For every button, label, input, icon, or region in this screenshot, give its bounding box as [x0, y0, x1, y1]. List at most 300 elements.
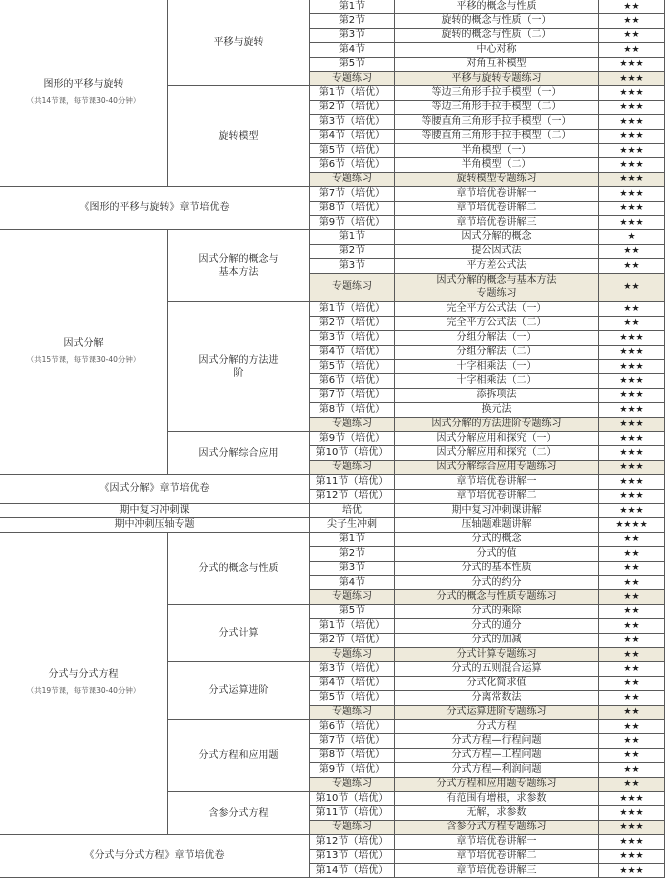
difficulty-stars	[599, 302, 665, 316]
lesson-section-text: 第3节	[338, 259, 366, 271]
lesson-topic	[395, 144, 599, 158]
difficulty-stars	[599, 547, 665, 561]
lesson-topic-text: 章节培优卷讲解二	[456, 850, 537, 862]
lesson-topic	[395, 864, 599, 878]
lesson-section	[310, 778, 395, 792]
difficulty-stars	[599, 662, 665, 676]
lesson-topic	[395, 461, 599, 475]
lesson-topic-text: 分式的五则混合运算	[451, 663, 542, 675]
lesson-section-text: 第2节（培优）	[318, 317, 386, 329]
lesson-topic-text: 分式方程—工程问题	[451, 749, 542, 761]
lesson-topic	[395, 576, 599, 590]
difficulty-stars	[599, 792, 665, 806]
lesson-section-text: 专题练习	[332, 281, 372, 293]
unit-title-text: 图形的平移与旋转	[43, 79, 124, 91]
lesson-topic-text: 分组分解法（一）	[456, 331, 537, 343]
lesson-section	[310, 58, 395, 72]
lesson-topic	[395, 173, 599, 187]
lesson-topic-text: 分式的值	[476, 547, 517, 559]
lesson-section	[310, 763, 395, 777]
lesson-topic	[395, 317, 599, 331]
difficulty-stars	[599, 360, 665, 374]
lesson-topic-text: 旋转的概念与性质（二）	[441, 29, 552, 41]
lesson-section-text: 第4节（培优）	[318, 130, 386, 142]
lesson-section-text: 第4节（培优）	[318, 346, 386, 358]
lesson-topic	[395, 475, 599, 489]
lesson-topic-text: 有范围有增根，求参数	[446, 792, 547, 804]
lesson-topic	[395, 691, 599, 705]
lesson-topic-text: 分式计算专题练习	[456, 648, 537, 660]
lesson-section	[310, 576, 395, 590]
lesson-topic-text: 因式分解的概念	[461, 231, 532, 243]
lesson-topic	[395, 43, 599, 57]
lesson-topic-text: 完全平方公式法（二）	[446, 317, 547, 329]
lesson-section	[310, 446, 395, 460]
difficulty-stars	[599, 461, 665, 475]
lesson-topic-text: 分式的加减	[471, 634, 522, 646]
lesson-section-text: 第12节（培优）	[315, 835, 389, 847]
lesson-section-text: 第8节（培优）	[318, 749, 386, 761]
difficulty-stars-text: ★★	[623, 736, 640, 747]
module-name	[168, 302, 310, 432]
difficulty-stars-text: ★★★	[619, 808, 644, 819]
lesson-topic-text: 添拆项法	[476, 389, 517, 401]
difficulty-stars	[599, 835, 665, 849]
difficulty-stars	[599, 317, 665, 331]
lesson-section-text: 第2节（培优）	[318, 101, 386, 113]
difficulty-stars	[599, 43, 665, 57]
lesson-topic-text: 十字相乘法（一）	[456, 360, 537, 372]
lesson-section-text: 第11节（培优）	[315, 475, 389, 487]
module-name-text: 平移与旋转	[213, 37, 264, 49]
lesson-topic-text: 因式分解的概念与基本方法专题练习	[436, 275, 557, 300]
module-name	[168, 0, 310, 86]
lesson-section	[310, 720, 395, 734]
lesson-topic-text: 期中复习冲刺课讲解	[451, 504, 542, 516]
difficulty-stars-text: ★★	[623, 750, 640, 761]
lesson-section	[310, 403, 395, 417]
lesson-section-text: 第3节	[338, 562, 366, 574]
lesson-section-text: 第1节	[338, 0, 366, 12]
lesson-section	[310, 562, 395, 576]
lesson-topic-text: 平方差公式法	[466, 259, 527, 271]
lesson-section	[310, 144, 395, 158]
difficulty-stars	[599, 806, 665, 820]
lesson-section	[310, 835, 395, 849]
lesson-topic-text: 章节培优卷讲解三	[456, 216, 537, 228]
difficulty-stars	[599, 821, 665, 835]
lesson-topic	[395, 331, 599, 345]
lesson-topic	[395, 245, 599, 259]
difficulty-stars	[599, 518, 665, 532]
lesson-section	[310, 101, 395, 115]
module-name-text: 分式方程和应用题	[198, 750, 279, 761]
difficulty-stars-text: ★★	[623, 16, 640, 27]
lesson-topic-text: 含参分式方程专题练习	[446, 821, 547, 833]
lesson-section-text: 第6节（培优）	[318, 720, 386, 732]
difficulty-stars	[599, 187, 665, 201]
module-name	[168, 86, 310, 187]
lesson-section	[310, 475, 395, 489]
lesson-section	[310, 374, 395, 388]
lesson-section-text: 第1节（培优）	[318, 619, 386, 631]
difficulty-stars-text: ★★★	[619, 390, 644, 401]
lesson-section	[310, 14, 395, 28]
module-name	[168, 792, 310, 835]
difficulty-stars-text: ★★★	[619, 145, 644, 156]
lesson-section-text: 专题练习	[332, 72, 372, 84]
lesson-topic-text: 十字相乘法（二）	[456, 375, 537, 387]
lesson-topic-text: 分式的概念与性质专题练习	[436, 591, 557, 603]
difficulty-stars	[599, 0, 665, 14]
lesson-section	[310, 821, 395, 835]
lesson-topic	[395, 86, 599, 100]
lesson-topic	[395, 158, 599, 172]
module-name-text: 分式运算进阶	[208, 685, 269, 697]
lesson-section-text: 第12节（培优）	[315, 490, 389, 502]
difficulty-stars	[599, 706, 665, 720]
lesson-section	[310, 504, 395, 518]
difficulty-stars-text: ★★★	[619, 376, 644, 387]
lesson-topic	[395, 259, 599, 273]
difficulty-stars-text: ★★★	[619, 491, 644, 502]
lesson-topic	[395, 821, 599, 835]
lesson-section-text: 第3节	[338, 29, 366, 41]
lesson-topic-text: 分式的乘除	[471, 605, 522, 617]
unit-title-text: 期中复习冲刺课	[119, 504, 190, 516]
difficulty-stars-text: ★★	[623, 282, 640, 293]
lesson-section	[310, 605, 395, 619]
difficulty-stars-text: ★★★★	[615, 520, 648, 531]
difficulty-stars	[599, 490, 665, 504]
difficulty-stars-text: ★★★	[619, 462, 644, 473]
lesson-section-text: 第1节	[338, 231, 366, 243]
lesson-topic-text: 因式分解的方法进阶专题练习	[431, 418, 562, 430]
lesson-section-text: 第1节（培优）	[318, 87, 386, 99]
difficulty-stars-text: ★★	[623, 664, 640, 675]
lesson-section	[310, 432, 395, 446]
module-name-text: 分式计算	[218, 627, 259, 639]
lesson-topic	[395, 187, 599, 201]
difficulty-stars-text: ★★	[623, 534, 640, 545]
difficulty-stars-text: ★★★	[619, 404, 644, 415]
difficulty-stars	[599, 605, 665, 619]
lesson-topic	[395, 360, 599, 374]
lesson-topic	[395, 634, 599, 648]
unit-title	[0, 0, 168, 187]
lesson-section-text: 第2节（培优）	[318, 634, 386, 646]
lesson-section-text: 第6节（培优）	[318, 159, 386, 171]
difficulty-stars-text: ★★	[623, 260, 640, 271]
lesson-topic	[395, 590, 599, 604]
lesson-topic	[395, 562, 599, 576]
difficulty-stars	[599, 86, 665, 100]
lesson-topic	[395, 518, 599, 532]
lesson-topic	[395, 835, 599, 849]
difficulty-stars	[599, 101, 665, 115]
lesson-section-text: 专题练习	[332, 778, 372, 790]
lesson-section-text: 第3节（培优）	[318, 331, 386, 343]
lesson-topic	[395, 677, 599, 691]
difficulty-stars-text: ★★★	[619, 419, 644, 430]
difficulty-stars-text: ★★	[623, 635, 640, 646]
lesson-section	[310, 518, 395, 532]
difficulty-stars-text: ★★	[623, 548, 640, 559]
lesson-topic-text: 半角模型（一）	[461, 144, 532, 156]
difficulty-stars-text: ★★★	[619, 476, 644, 487]
difficulty-stars-text: ★★★	[619, 73, 644, 84]
lesson-topic-text: 章节培优卷讲解一	[456, 835, 537, 847]
lesson-section-text: 第1节（培优）	[318, 303, 386, 315]
lesson-topic-text: 分式的约分	[471, 576, 522, 588]
lesson-section-text: 第7节（培优）	[318, 735, 386, 747]
module-name	[168, 662, 310, 720]
difficulty-stars	[599, 230, 665, 244]
difficulty-stars-text: ★★★	[619, 203, 644, 214]
unit-title-text: 《因式分解》章节培优卷	[99, 483, 210, 495]
lesson-section	[310, 691, 395, 705]
unit-title	[0, 230, 168, 475]
unit-subtitle-text: （共15节课，每节课30-40分钟）	[26, 355, 141, 365]
difficulty-stars-text: ★★	[623, 44, 640, 55]
unit-title	[0, 187, 310, 230]
lesson-section-text: 第9节（培优）	[318, 763, 386, 775]
lesson-topic-text: 章节培优卷讲解一	[456, 475, 537, 487]
lesson-section-text: 第9节（培优）	[318, 216, 386, 228]
lesson-topic	[395, 389, 599, 403]
difficulty-stars-text: ★★★	[619, 174, 644, 185]
lesson-section-text: 第13节（培优）	[315, 850, 389, 862]
difficulty-stars	[599, 576, 665, 590]
unit-title	[0, 518, 310, 532]
lesson-section	[310, 216, 395, 230]
difficulty-stars	[599, 864, 665, 878]
difficulty-stars	[599, 331, 665, 345]
difficulty-stars	[599, 58, 665, 72]
lesson-topic	[395, 763, 599, 777]
lesson-topic-text: 分式的通分	[471, 619, 522, 631]
difficulty-stars	[599, 749, 665, 763]
unit-title-text: 《分式与分式方程》章节培优卷	[84, 850, 225, 862]
lesson-section-text: 第5节（培优）	[318, 691, 386, 703]
lesson-topic-text: 分式方程—利润问题	[451, 763, 542, 775]
difficulty-stars-text: ★★★	[619, 836, 644, 847]
lesson-section	[310, 158, 395, 172]
lesson-topic-text: 完全平方公式法（一）	[446, 303, 547, 315]
module-name	[168, 432, 310, 475]
lesson-section	[310, 662, 395, 676]
lesson-topic	[395, 806, 599, 820]
lesson-topic	[395, 418, 599, 432]
difficulty-stars	[599, 446, 665, 460]
lesson-section-text: 第14节（培优）	[315, 864, 389, 876]
lesson-topic	[395, 432, 599, 446]
lesson-topic	[395, 403, 599, 417]
lesson-section	[310, 734, 395, 748]
difficulty-stars	[599, 763, 665, 777]
lesson-section	[310, 461, 395, 475]
difficulty-stars-text: ★★	[623, 318, 640, 329]
lesson-section	[310, 850, 395, 864]
difficulty-stars-text: ★★★	[619, 851, 644, 862]
lesson-topic	[395, 490, 599, 504]
lesson-section-text: 第1节	[338, 533, 366, 545]
lesson-topic	[395, 72, 599, 86]
difficulty-stars	[599, 403, 665, 417]
difficulty-stars-text: ★★★	[619, 822, 644, 833]
lesson-topic-text: 章节培优卷讲解一	[456, 187, 537, 199]
lesson-topic-text: 章节培优卷讲解二	[456, 490, 537, 502]
lesson-topic-text: 换元法	[481, 403, 512, 415]
difficulty-stars	[599, 418, 665, 432]
lesson-topic	[395, 792, 599, 806]
lesson-section-text: 第2节	[338, 547, 366, 559]
lesson-topic	[395, 720, 599, 734]
lesson-section	[310, 274, 395, 303]
lesson-section	[310, 317, 395, 331]
lesson-topic	[395, 374, 599, 388]
lesson-section	[310, 115, 395, 129]
lesson-section	[310, 792, 395, 806]
unit-title	[0, 475, 310, 504]
unit-title	[0, 504, 310, 518]
lesson-topic-text: 旋转模型专题练习	[456, 173, 537, 185]
difficulty-stars	[599, 590, 665, 604]
lesson-section	[310, 677, 395, 691]
difficulty-stars	[599, 274, 665, 303]
lesson-section-text: 第11节（培优）	[315, 807, 389, 819]
difficulty-stars-text: ★★★	[619, 505, 644, 516]
lesson-topic-text: 因式分解综合应用专题练习	[436, 461, 557, 473]
lesson-section-text: 第10节（培优）	[315, 792, 389, 804]
lesson-section	[310, 634, 395, 648]
difficulty-stars	[599, 778, 665, 792]
module-name	[168, 605, 310, 663]
difficulty-stars-text: ★★★	[619, 332, 644, 343]
lesson-section	[310, 490, 395, 504]
difficulty-stars-text: ★★	[623, 721, 640, 732]
difficulty-stars	[599, 115, 665, 129]
lesson-section	[310, 43, 395, 57]
lesson-topic-text: 分式运算进阶专题练习	[446, 706, 547, 718]
difficulty-stars	[599, 504, 665, 518]
lesson-section	[310, 547, 395, 561]
lesson-section-text: 第4节（培优）	[318, 677, 386, 689]
lesson-section-text: 尖子生冲刺	[327, 519, 377, 531]
unit-subtitle-text: （共19节课，每节课30-40分钟）	[26, 686, 141, 696]
lesson-topic	[395, 850, 599, 864]
lesson-section-text: 专题练习	[332, 461, 372, 473]
lesson-section	[310, 706, 395, 720]
difficulty-stars-text: ★★	[623, 577, 640, 588]
lesson-section	[310, 0, 395, 14]
unit-title	[0, 533, 168, 835]
difficulty-stars-text: ★★	[623, 30, 640, 41]
difficulty-stars-text: ★★	[623, 606, 640, 617]
difficulty-stars-text: ★★★	[619, 361, 644, 372]
module-name-text: 含参分式方程	[208, 807, 269, 819]
difficulty-stars-text: ★★	[623, 678, 640, 689]
lesson-topic-text: 分式化简求值	[466, 677, 527, 689]
lesson-topic-text: 压轴题难题讲解	[461, 519, 532, 531]
difficulty-stars-text: ★★	[623, 304, 640, 315]
difficulty-stars	[599, 374, 665, 388]
difficulty-stars-text: ★★★	[619, 433, 644, 444]
difficulty-stars-text: ★★★	[619, 59, 644, 70]
lesson-topic-text: 等腰直角三角形手拉手模型（一）	[421, 115, 572, 127]
lesson-section-text: 专题练习	[332, 591, 372, 603]
unit-title	[0, 835, 310, 878]
difficulty-stars-text: ★★★	[619, 102, 644, 113]
difficulty-stars-text: ★★	[623, 1, 640, 12]
lesson-topic-text: 分组分解法（二）	[456, 346, 537, 358]
difficulty-stars-text: ★★★	[619, 448, 644, 459]
lesson-section	[310, 590, 395, 604]
unit-title-text: 因式分解	[63, 338, 104, 350]
difficulty-stars	[599, 720, 665, 734]
lesson-section	[310, 245, 395, 259]
difficulty-stars	[599, 173, 665, 187]
difficulty-stars	[599, 72, 665, 86]
lesson-section	[310, 230, 395, 244]
difficulty-stars-text: ★★	[623, 563, 640, 574]
lesson-topic	[395, 130, 599, 144]
lesson-section-text: 第10节（培优）	[315, 447, 389, 459]
module-name	[168, 230, 310, 302]
difficulty-stars-text: ★★★	[619, 865, 644, 876]
difficulty-stars	[599, 850, 665, 864]
lesson-section-text: 专题练习	[332, 418, 372, 430]
lesson-section-text: 专题练习	[332, 173, 372, 185]
module-name-text: 分式的概念与性质	[198, 562, 279, 574]
difficulty-stars	[599, 29, 665, 43]
lesson-topic-text: 提公因式法	[471, 245, 522, 257]
lesson-topic-text: 分式的基本性质	[461, 562, 532, 574]
lesson-section-text: 第6节（培优）	[318, 375, 386, 387]
lesson-section-text: 第2节	[338, 245, 366, 257]
lesson-topic	[395, 446, 599, 460]
module-name-text: 因式分解的概念与基本方法	[198, 253, 279, 278]
lesson-topic	[395, 230, 599, 244]
lesson-topic	[395, 706, 599, 720]
difficulty-stars-text: ★★	[623, 649, 640, 660]
difficulty-stars	[599, 533, 665, 547]
lesson-topic	[395, 619, 599, 633]
lesson-topic	[395, 115, 599, 129]
difficulty-stars-text: ★★	[623, 692, 640, 703]
lesson-section-text: 第4节	[338, 576, 366, 588]
lesson-section	[310, 619, 395, 633]
difficulty-stars	[599, 648, 665, 662]
lesson-section-text: 第3节（培优）	[318, 115, 386, 127]
difficulty-stars-text: ★★★	[619, 116, 644, 127]
difficulty-stars	[599, 475, 665, 489]
lesson-section-text: 培优	[342, 504, 362, 516]
lesson-topic	[395, 14, 599, 28]
difficulty-stars-text: ★★★	[619, 131, 644, 142]
difficulty-stars	[599, 677, 665, 691]
lesson-section	[310, 202, 395, 216]
lesson-section	[310, 806, 395, 820]
module-name-text: 因式分解的方法进阶	[198, 354, 279, 379]
difficulty-stars	[599, 691, 665, 705]
lesson-section	[310, 86, 395, 100]
module-name-text: 旋转模型	[218, 130, 259, 142]
lesson-section	[310, 648, 395, 662]
lesson-section-text: 专题练习	[332, 706, 372, 718]
lesson-topic	[395, 274, 599, 303]
lesson-section	[310, 749, 395, 763]
